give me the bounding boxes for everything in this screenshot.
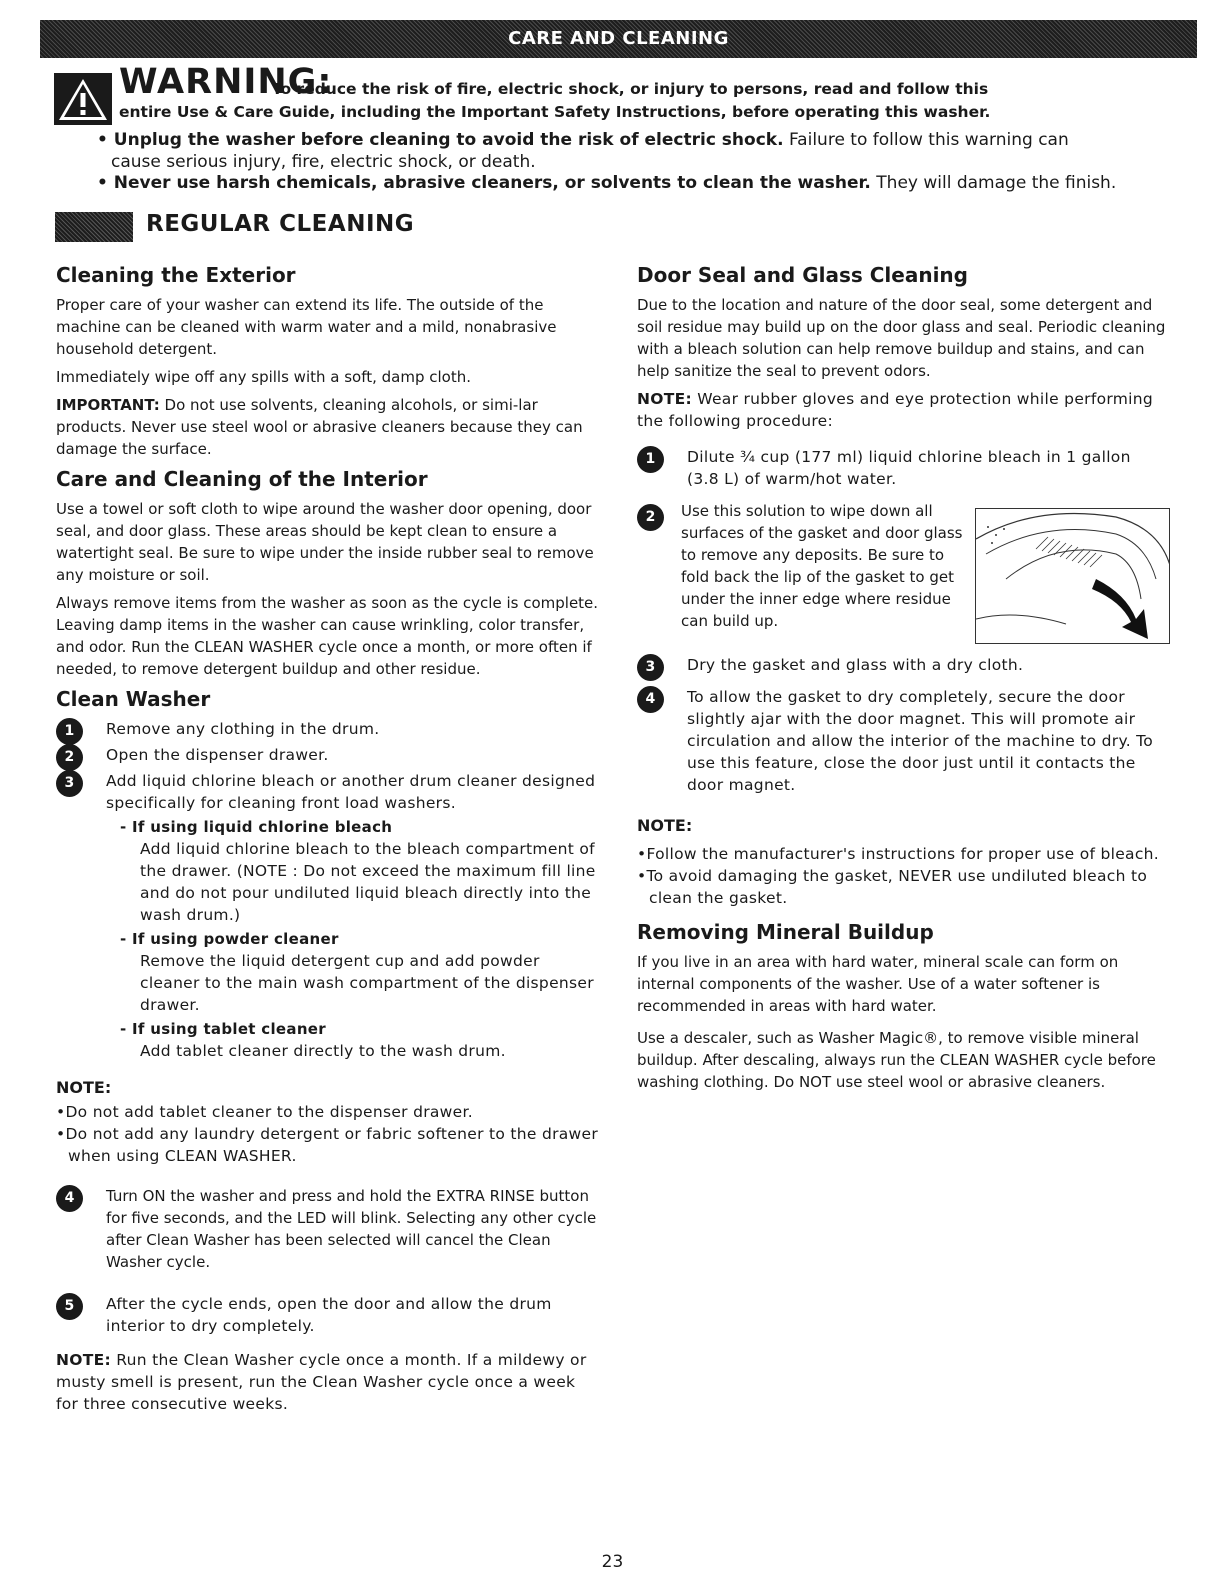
option-powder-heading: - If using powder cleaner bbox=[120, 930, 339, 948]
step-number-badge: 2 bbox=[56, 744, 83, 771]
final-note-label: NOTE: bbox=[56, 1351, 112, 1369]
clean-step-2-text: Open the dispenser drawer. bbox=[106, 746, 329, 764]
mineral-paragraph-1: If you live in an area with hard water, mineral scale can form on internal components of the washer. Use of a water softener is recommended in areas with hard water. bbox=[637, 953, 1119, 1015]
door-note-1: •Follow the manufacturer's instructions for proper use of bleach. bbox=[637, 845, 1160, 863]
option-tablet bbox=[106, 1018, 601, 1062]
door-note-text: Wear rubber gloves and eye protection while performing the following procedure: bbox=[637, 390, 1154, 430]
door-step-1 bbox=[637, 446, 1167, 490]
option-liquid-bleach-heading: - If using liquid chlorine bleach bbox=[120, 818, 393, 836]
warning-bullet-1-cont: cause serious injury, fire, electric shock, or death. bbox=[111, 152, 536, 172]
door-note-label: NOTE: bbox=[637, 390, 693, 408]
clean-step-1 bbox=[56, 718, 601, 740]
important-label: IMPORTANT: bbox=[56, 396, 160, 414]
exterior-paragraph-2: Immediately wipe off any spills with a soft, damp cloth. bbox=[56, 368, 472, 386]
warning-bullet-2-bold: • Never use harsh chemicals, abrasive cleaners, or solvents to clean the washer. bbox=[97, 173, 871, 193]
clean-note-1: •Do not add tablet cleaner to the dispenser drawer. bbox=[56, 1103, 473, 1121]
clean-washer-heading: Clean Washer bbox=[56, 687, 211, 711]
clean-step-4-text: Turn ON the washer and press and hold the EXTRA RINSE button for five seconds, and the LED will blink. Selecting any other cycle after Clean Washer has been selected will cancel the Clean Washer cycle. bbox=[106, 1187, 597, 1271]
step-number-badge: 1 bbox=[56, 718, 83, 745]
step-number-badge: 3 bbox=[637, 654, 664, 681]
door-seal-paragraph: Due to the location and nature of the door seal, some detergent and soil residue may build up on the door glass and seal. Periodic cleaning with a bleach solution can help remove buildup and stains, and can help sanitize the seal to prevent odors. bbox=[637, 296, 1166, 380]
option-tablet-heading: - If using tablet cleaner bbox=[120, 1020, 326, 1038]
clean-note-heading: NOTE: bbox=[56, 1078, 112, 1097]
warning-triangle-icon bbox=[54, 73, 112, 125]
door-seal-heading: Door Seal and Glass Cleaning bbox=[637, 263, 968, 287]
warning-bullet-1-rest: Failure to follow this warning can bbox=[783, 130, 1069, 150]
door-step-1-text: Dilute ¾ cup (177 ml) liquid chlorine bleach in 1 gallon (3.8 L) of warm/hot water. bbox=[687, 448, 1131, 488]
door-step-3 bbox=[637, 654, 1167, 676]
step-number-badge: 4 bbox=[56, 1185, 83, 1212]
clean-note-2: •Do not add any laundry detergent or fabric softener to the drawer when using CLEAN WASHER. bbox=[56, 1125, 599, 1165]
warning-label: WARNING: bbox=[119, 62, 333, 102]
warning-bullet-1-bold: • Unplug the washer before cleaning to avoid the risk of electric shock. bbox=[97, 130, 784, 150]
right-column bbox=[637, 262, 1167, 1099]
warning-bullet-2 bbox=[97, 172, 1116, 195]
important-text: Do not use solvents, cleaning alcohols, or simi-lar products. Never use steel wool or abrasive cleaners because they can damage the surface. bbox=[56, 396, 583, 458]
door-note-heading: NOTE: bbox=[637, 816, 693, 835]
door-seal-note bbox=[637, 388, 1167, 432]
interior-paragraph-2: Always remove items from the washer as soon as the cycle is complete. Leaving damp items in the washer can cause wrinkling, color transfer, and odor. Run the CLEAN WASHER cycle once a month, or more often if needed, to remove detergent buildup and other residue. bbox=[56, 594, 599, 678]
page-banner: CARE AND CLEANING bbox=[40, 20, 1197, 58]
clean-step-4 bbox=[56, 1185, 601, 1273]
exterior-heading: Cleaning the Exterior bbox=[56, 263, 296, 287]
step-number-badge: 5 bbox=[56, 1293, 83, 1320]
exterior-important bbox=[56, 394, 601, 460]
interior-paragraph-1: Use a towel or soft cloth to wipe around the washer door opening, door seal, and door glass. These areas should be kept clean to ensure a watertight seal. Be sure to wipe under the inside rubber seal to remove any moisture or soil. bbox=[56, 500, 594, 584]
door-step-3-text: Dry the gasket and glass with a dry cloth. bbox=[687, 656, 1024, 674]
section-title: REGULAR CLEANING bbox=[146, 211, 415, 237]
option-liquid-bleach-text: Add liquid chlorine bleach to the bleach compartment of the drawer. (NOTE : Do not exceed the maximum fill line and do not pour undiluted liquid bleach directly into the wash drum.) bbox=[140, 840, 596, 924]
clean-step-2 bbox=[56, 744, 601, 766]
option-tablet-text: Add tablet cleaner directly to the wash drum. bbox=[140, 1042, 506, 1060]
door-step-4-text: To allow the gasket to dry completely, secure the door slightly ajar with the door magnet. This will promote air circulation and allow the interior of the machine to dry. To use this feature, close the door just until it contacts the door magnet. bbox=[687, 688, 1154, 794]
gasket-illustration bbox=[975, 508, 1170, 644]
clean-step-3-text: Add liquid chlorine bleach or another drum cleaner designed specifically for cleaning front load washers. bbox=[106, 772, 596, 812]
option-liquid-bleach bbox=[106, 816, 601, 926]
exterior-paragraph-1: Proper care of your washer can extend its life. The outside of the machine can be cleaned with warm water and a mild, nonabrasive household detergent. bbox=[56, 296, 557, 358]
gasket-drawing bbox=[976, 509, 1170, 644]
mineral-paragraph-2: Use a descaler, such as Washer Magic®, to remove visible mineral buildup. After descaling, always run the CLEAN WASHER cycle before washing clothing. Do NOT use steel wool or abrasive cleaners. bbox=[637, 1029, 1156, 1091]
interior-heading: Care and Cleaning of the Interior bbox=[56, 467, 428, 491]
left-column bbox=[56, 262, 601, 1415]
clean-step-5-text: After the cycle ends, open the door and allow the drum interior to dry completely. bbox=[106, 1295, 552, 1335]
step-number-badge: 4 bbox=[637, 686, 664, 713]
page-number: 23 bbox=[601, 1552, 624, 1572]
mineral-heading: Removing Mineral Buildup bbox=[637, 920, 934, 944]
warning-line-1: To reduce the risk of fire, electric shock, or injury to persons, read and follow this bbox=[272, 80, 989, 98]
warning-line-2: entire Use & Care Guide, including the Important Safety Instructions, before operating this washer. bbox=[119, 103, 991, 121]
section-marker bbox=[55, 212, 133, 242]
option-powder bbox=[106, 928, 601, 1016]
warning-bullet-1 bbox=[97, 129, 1069, 152]
final-note bbox=[56, 1349, 601, 1415]
door-step-2-text: Use this solution to wipe down all surfaces of the gasket and door glass to remove any deposits. Be sure to fold back the lip of the gasket to get under the inner edge where residue can build up. bbox=[681, 502, 963, 630]
step-number-badge: 1 bbox=[637, 446, 664, 473]
step-number-badge: 3 bbox=[56, 770, 83, 797]
clean-step-3 bbox=[56, 770, 601, 1062]
door-note-2: •To avoid damaging the gasket, NEVER use undiluted bleach to clean the gasket. bbox=[637, 867, 1148, 907]
warning-bullet-2-rest: They will damage the finish. bbox=[870, 173, 1117, 193]
door-step-2 bbox=[637, 500, 1167, 648]
door-step-4 bbox=[637, 686, 1167, 796]
clean-step-5 bbox=[56, 1293, 601, 1337]
clean-step-1-text: Remove any clothing in the drum. bbox=[106, 720, 380, 738]
option-powder-text: Remove the liquid detergent cup and add powder cleaner to the main wash compartment of the dispenser drawer. bbox=[140, 952, 594, 1014]
step-number-badge: 2 bbox=[637, 504, 664, 531]
final-note-text: Run the Clean Washer cycle once a month. If a mildewy or musty smell is present, run the Clean Washer cycle once a week for three consecutive weeks. bbox=[56, 1351, 587, 1413]
